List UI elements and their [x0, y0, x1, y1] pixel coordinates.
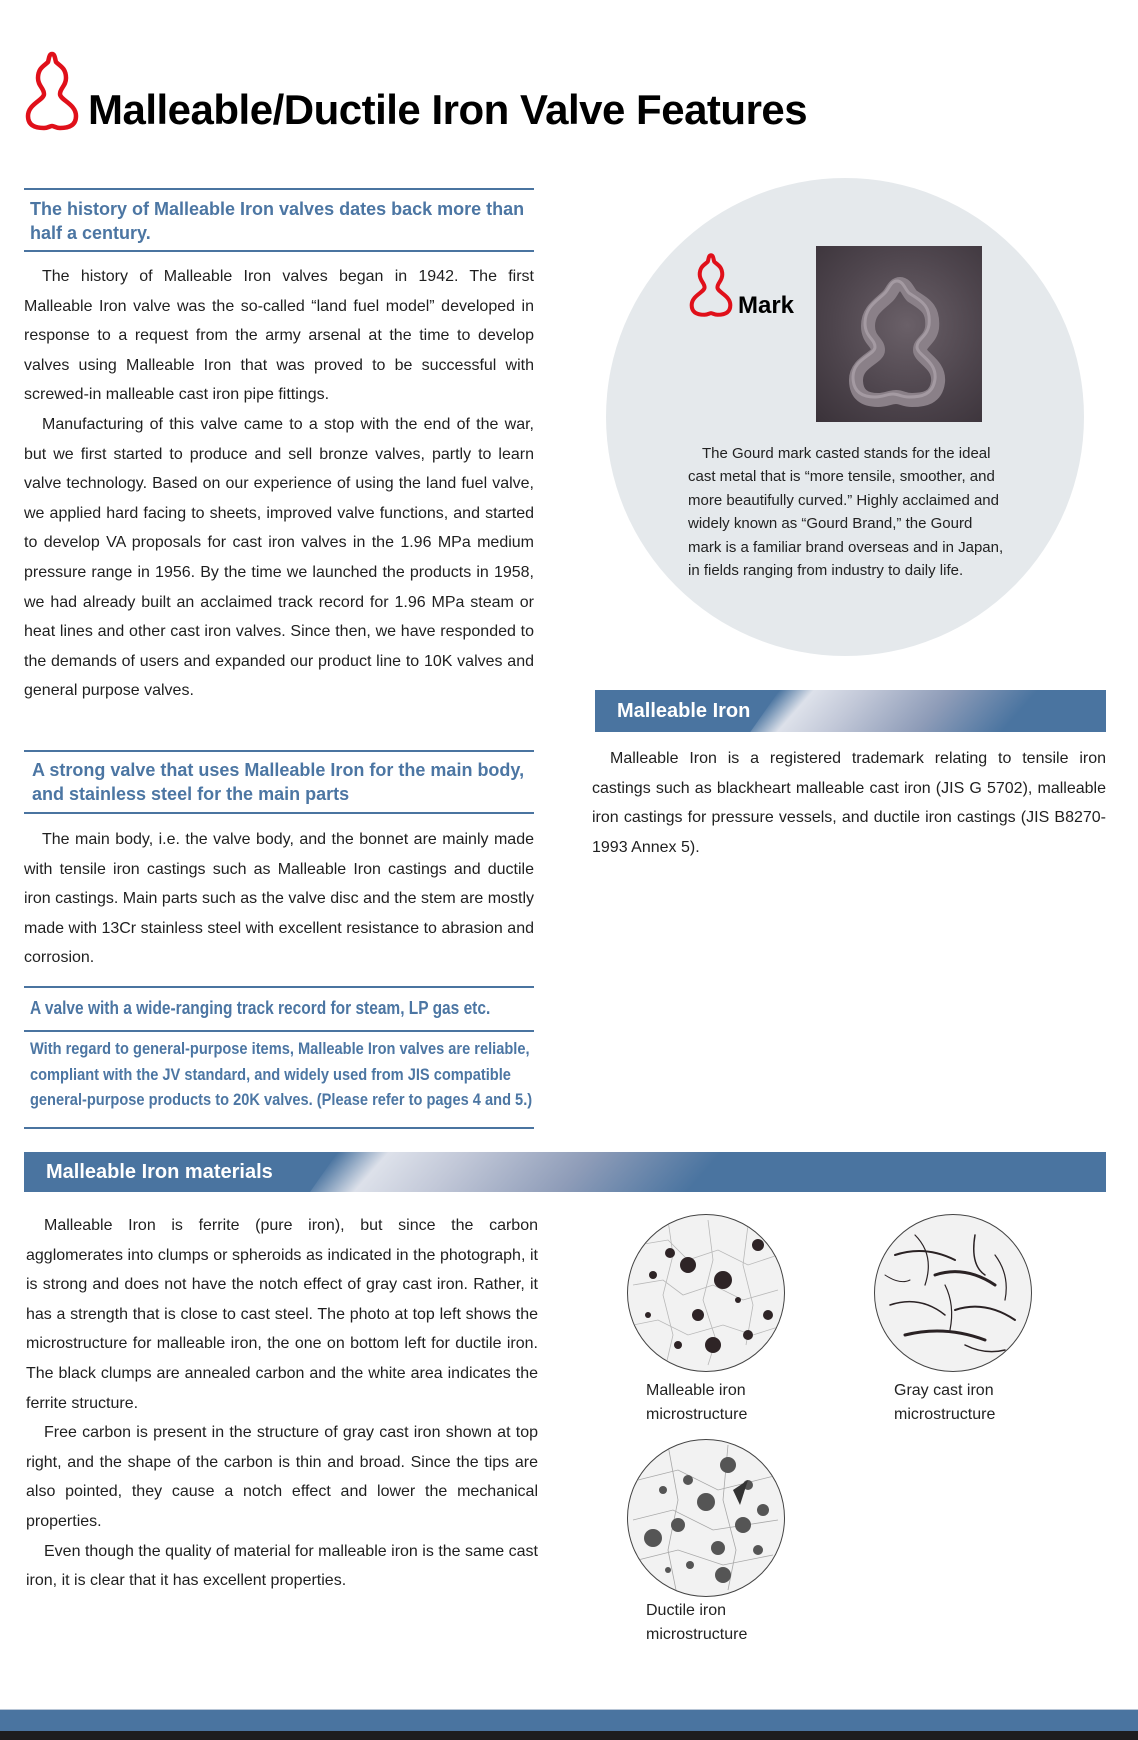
mark-line: in fields ranging from industry to daily life.	[688, 562, 964, 580]
ductile-microstructure-icon	[628, 1440, 784, 1596]
caption-line: microstructure	[646, 1625, 748, 1643]
banner-gradient	[750, 690, 1059, 732]
mark-line: mark is a familiar brand overseas and in Japan,	[688, 538, 1004, 556]
banner-gradient	[310, 1152, 758, 1192]
malleable-iron-banner	[595, 690, 1106, 732]
history-body	[24, 262, 534, 706]
gray-cast-iron-micrograph	[874, 1214, 1032, 1372]
track-record-body-wrap	[30, 1036, 622, 1113]
divider	[24, 188, 534, 190]
strong-valve-heading: A strong valve that uses Malleable Iron for the main body, and stainless steel for the main parts	[32, 760, 525, 804]
caption-line: Ductile iron	[646, 1602, 727, 1619]
caption-line: microstructure	[894, 1405, 996, 1423]
mark-line: The Gourd mark casted stands for the ideal	[702, 445, 991, 462]
history-paragraph-1: The history of Malleable Iron valves began in 1942. The first Malleable Iron valve was the so-called “land fuel model” developed in response to a request from the army arsenal at the time to develop valves using Malleable Iron that was proved to be successful with screwed-in malleable cast iron pipe fittings.	[24, 268, 534, 404]
mark-label: Mark	[738, 292, 795, 319]
materials-paragraph-3: Even though the quality of material for malleable iron is the same cast iron, it is clear that it has excellent properties.	[26, 1542, 538, 1590]
divider	[24, 812, 534, 814]
mark-line: cast metal that is “more tensile, smoother, and	[688, 468, 995, 486]
strong-valve-body	[24, 825, 534, 973]
ductile-micrograph-caption	[646, 1599, 747, 1646]
strong-valve-paragraph: The main body, i.e. the valve body, and the bonnet are mainly made with tensile iron castings such as Malleable Iron castings and ductile iron castings. Main parts such as the valve disc and the stem are mostly made with 13Cr stainless steel with excellent resistance to abrasion and corrosion.	[24, 831, 534, 967]
malleable-iron-paragraph: Malleable Iron is a registered trademark relating to tensile iron castings such as blackheart malleable cast iron (JIS G 5702), malleable iron castings for pressure vessels, and ductile iron castings (JIS B8270-1993 Annex 5).	[592, 750, 1106, 856]
divider	[24, 1127, 534, 1129]
divider	[24, 750, 534, 752]
history-paragraph-2: Manufacturing of this valve came to a stop with the end of the war, but we first started to produce and sell bronze valves, partly to learn valve technology. Based on our experience of using the land fuel valve, we applied hard facing to sheets, improved valve functions, and started to develop VA proposals for cast iron valves in the 1.96 MPa medium pressure range in 1956. By the time we launched the products in 1958, we had already built an acclaimed track record for 1.96 MPa steam or heat lines and other cast iron valves. Since then, we have responded to the demands of users and expanded our product line to 10K valves and general purpose valves.	[24, 415, 534, 700]
cast-gourd-relief-icon	[816, 246, 982, 422]
history-heading: The history of Malleable Iron valves dates back more than half a century.	[30, 199, 525, 243]
materials-banner-label: Malleable Iron materials	[46, 1161, 273, 1183]
gourd-mark-icon	[688, 252, 734, 318]
gourd-logo-icon	[24, 50, 80, 132]
gray-cast-microstructure-icon	[875, 1215, 1031, 1371]
page-title: Malleable/Ductile Iron Valve Features	[88, 86, 808, 133]
divider	[24, 1030, 534, 1032]
caption-line: Malleable iron	[646, 1382, 746, 1399]
track-record-heading-wrap	[30, 996, 622, 1022]
materials-paragraph-1: Malleable Iron is ferrite (pure iron), but since the carbon agglomerates into clumps or spheroids as indicated in the photograph, it is strong and does not have the notch effect of gray cast iron. Rather, it has a strength that is close to cast steel. The photo at top left shows the microstructure for malleable iron, the one on bottom left for ductile iron. The black clumps are annealed carbon and the white area indicates the ferrite structure.	[26, 1217, 538, 1412]
malleable-micrograph-caption	[646, 1379, 747, 1426]
malleable-iron-micrograph	[627, 1214, 785, 1372]
materials-body	[26, 1211, 538, 1596]
malleable-iron-body	[592, 744, 1106, 862]
track-record-paragraph: With regard to general-purpose items, Malleable Iron valves are reliable, compliant with the JV standard, and widely used from JIS compatible general-purpose products to 20K valves. (Please refer to pages 4 and 5.)	[30, 1039, 533, 1109]
gray-cast-micrograph-caption	[894, 1379, 995, 1426]
divider	[24, 986, 534, 988]
footer-dark-strip	[0, 1731, 1138, 1740]
caption-line: Gray cast iron	[894, 1382, 994, 1399]
divider	[24, 250, 534, 252]
materials-paragraph-2: Free carbon is present in the structure of gray cast iron shown at top right, and the shape of the carbon is thin and broad. Since the tips are also pointed, they cause a notch effect and lower the mechanical properties.	[26, 1424, 538, 1530]
materials-banner	[24, 1152, 1106, 1192]
mark-line: widely known as “Gourd Brand,” the Gourd	[688, 515, 973, 533]
mark-description	[688, 442, 1028, 582]
malleable-microstructure-icon	[628, 1215, 784, 1371]
gourd-mark-photo	[816, 246, 982, 422]
mark-line: more beautifully curved.” Highly acclaimed and	[688, 491, 999, 509]
malleable-iron-banner-label: Malleable Iron	[617, 700, 751, 722]
caption-line: microstructure	[646, 1405, 748, 1423]
footer-bar	[0, 1709, 1138, 1732]
track-record-heading: A valve with a wide-ranging track record for steam, LP gas etc.	[30, 998, 491, 1018]
ductile-iron-micrograph	[627, 1439, 785, 1597]
